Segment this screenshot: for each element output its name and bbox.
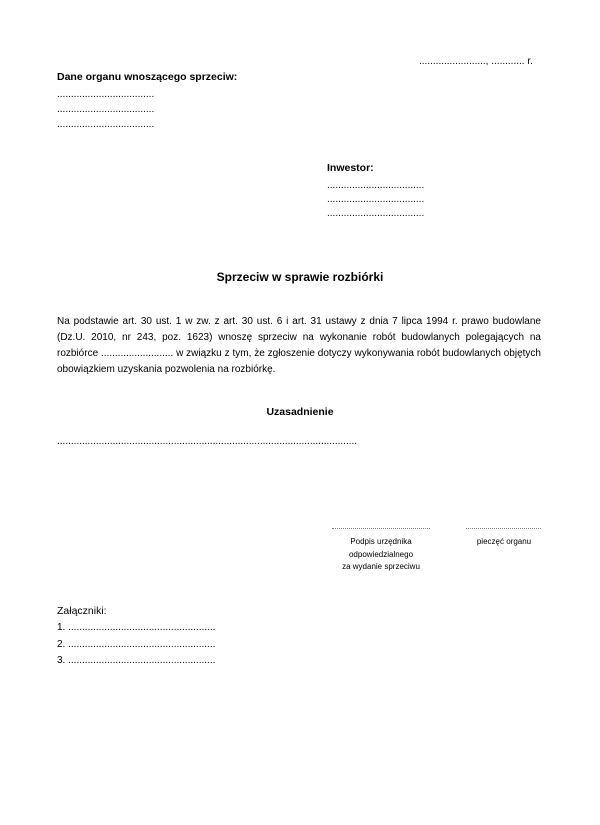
investor-line: ................................... xyxy=(327,194,425,205)
date-place-field: ........................, ............ r. xyxy=(419,56,533,67)
attachment-item: 3. ..................................................... xyxy=(57,655,216,666)
signature-label-line: za wydanie sprzeciwu xyxy=(342,562,420,571)
justification-line: ............................................................................................................ xyxy=(57,436,358,447)
investor-line: ................................... xyxy=(327,180,425,191)
attachment-item: 2. ..................................................... xyxy=(57,638,216,650)
official-signature-line xyxy=(332,528,430,529)
stamp-label-text: pieczęć organu xyxy=(476,537,532,546)
document-body: Na podstawie art. 30 ust. 1 w zw. z art. 30 ust. 6 i art. 31 ustawy z dnia 7 lipca 1994 r. prawo budowlane (Dz.U. 2010, nr 243, poz. 1623) wnoszę sprzeciw na wykonanie robót budowlanych polegających na rozbiórce .......................... w związku z tym, że zgłoszenie dotyczy wykonywania robót budowlanych objętych obowiązkiem uzyskania pozwolenia na rozbiórkę. xyxy=(57,316,541,375)
official-signature-label xyxy=(321,536,441,574)
organ-line: ................................... xyxy=(57,119,155,130)
stamp-signature-line xyxy=(466,528,541,529)
organ-line: ................................... xyxy=(57,89,155,100)
investor-section-title: Inwestor: xyxy=(327,162,374,174)
organ-line: ................................... xyxy=(57,104,155,115)
attachment-item: 1. ..................................................... xyxy=(57,622,216,633)
organ-section-title: Dane organu wnoszącego sprzeciw: xyxy=(57,71,238,83)
attachments-title: Załączniki: xyxy=(57,605,107,617)
signature-label-line: odpowiedzialnego xyxy=(348,549,414,559)
attachments-list xyxy=(57,620,215,670)
stamp-label xyxy=(454,536,554,549)
organ-details xyxy=(57,87,154,132)
justification-title: Uzasadnienie xyxy=(266,406,334,418)
signature-label-line: Podpis urzędnika xyxy=(350,537,412,546)
investor-details xyxy=(327,179,424,221)
investor-line: ................................... xyxy=(327,208,425,219)
document-title: Sprzeciw w sprawie rozbiórki xyxy=(216,270,384,284)
